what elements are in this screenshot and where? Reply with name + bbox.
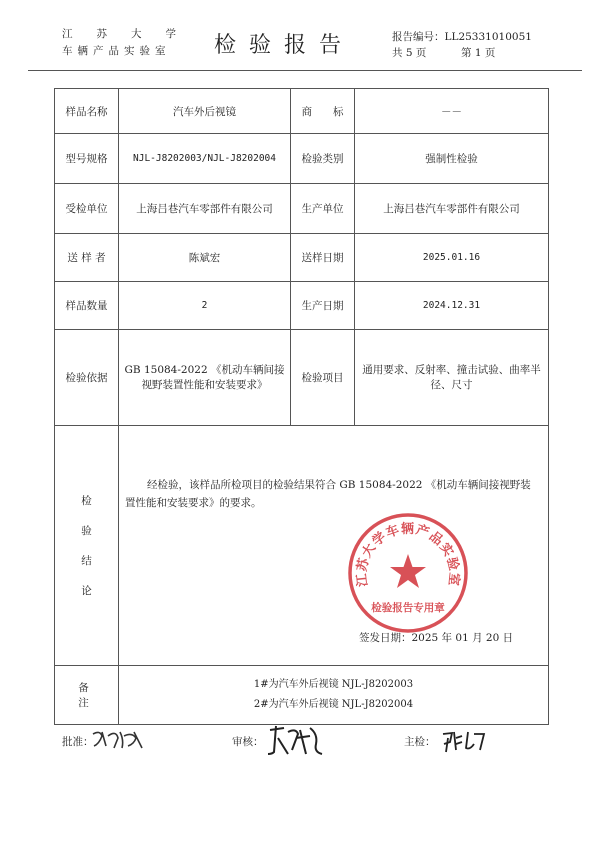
production-date-label: 生产日期 — [291, 282, 355, 330]
remarks-label: 备 注 — [55, 666, 119, 725]
basis-label: 检验依据 — [55, 330, 119, 426]
table-row — [55, 666, 549, 725]
conclusion-label-char: 检 — [81, 494, 92, 507]
table-row — [55, 89, 549, 134]
approve-label: 批准： — [62, 736, 94, 748]
quantity-label: 样品数量 — [55, 282, 119, 330]
client-value: 上海吕巷汽车零部件有限公司 — [119, 184, 291, 234]
trademark-value: －－ — [355, 89, 549, 134]
inspect-signature — [440, 728, 486, 754]
conclusion-cell — [119, 426, 549, 666]
header-divider — [28, 70, 582, 71]
stamp-bottom-text: 检验报告专用章 — [371, 602, 445, 614]
conclusion-label-char: 结 — [81, 554, 92, 567]
client-label: 受检单位 — [55, 184, 119, 234]
items-value: 通用要求、反射率、撞击试验、曲率半径、尺寸 — [355, 330, 549, 426]
conclusion-label-char: 论 — [81, 584, 92, 597]
report-number: 报告编号：LL25331010051 — [392, 31, 532, 43]
table-row — [55, 134, 549, 184]
page-info — [392, 45, 532, 61]
conclusion-label — [55, 426, 119, 666]
table-row — [55, 234, 549, 282]
remarks-cell — [119, 666, 549, 725]
conclusion-text: 经检验，该样品所检项目的检验结果符合 GB 15084-2022 《机动车辆间接视野装置性能和安装要求》的要求。 — [125, 479, 531, 509]
report-meta — [392, 29, 532, 61]
remark-line: 1#为汽车外后视镜 NJL-J8202003 — [253, 679, 414, 690]
remark-line: 2#为汽车外后视镜 NJL-J8202004 — [253, 699, 414, 710]
pages-total: 共 5 页 — [392, 47, 427, 59]
sender-value: 陈斌宏 — [119, 234, 291, 282]
institution-line2: 车辆产品实验室 — [62, 45, 171, 57]
quantity-value: 2 — [119, 282, 291, 330]
inspect-label: 主检： — [404, 736, 436, 748]
review-label: 审核： — [232, 736, 264, 748]
manufacturer-label: 生产单位 — [291, 184, 355, 234]
conclusion-label-char: 验 — [81, 524, 92, 537]
page-current: 第 1 页 — [461, 47, 496, 59]
report-title: 检验报告 — [214, 33, 355, 58]
review-signature — [266, 724, 326, 758]
production-date-value: 2024.12.31 — [355, 282, 549, 330]
model-value: NJL-J8202003/NJL-J8202004 — [119, 134, 291, 184]
model-label: 型号规格 — [55, 134, 119, 184]
table-row — [55, 330, 549, 426]
inspection-type-value: 强制性检验 — [355, 134, 549, 184]
send-date-value: 2025.01.16 — [355, 234, 549, 282]
report-table — [54, 88, 549, 725]
official-seal-stamp — [345, 510, 471, 636]
table-row — [55, 282, 549, 330]
approve-signature — [90, 726, 146, 752]
trademark-label: 商 标 — [291, 89, 355, 134]
table-row — [55, 184, 549, 234]
issue-date: 签发日期：2025 年 01 月 20 日 — [359, 632, 514, 644]
stamp-arc-text: 江苏大学车辆产品实验室 — [354, 521, 462, 588]
basis-value: GB 15084-2022 《机动车辆间接视野装置性能和安装要求》 — [119, 330, 291, 426]
inspection-type-label: 检验类别 — [291, 134, 355, 184]
send-date-label: 送样日期 — [291, 234, 355, 282]
items-label: 检验项目 — [291, 330, 355, 426]
sample-name-label: 样品名称 — [55, 89, 119, 134]
table-row — [55, 426, 549, 666]
institution-line1: 江苏大学 — [62, 28, 200, 40]
manufacturer-value: 上海吕巷汽车零部件有限公司 — [355, 184, 549, 234]
institution-name — [62, 26, 200, 60]
sender-label: 送 样 者 — [55, 234, 119, 282]
sample-name-value: 汽车外后视镜 — [119, 89, 291, 134]
